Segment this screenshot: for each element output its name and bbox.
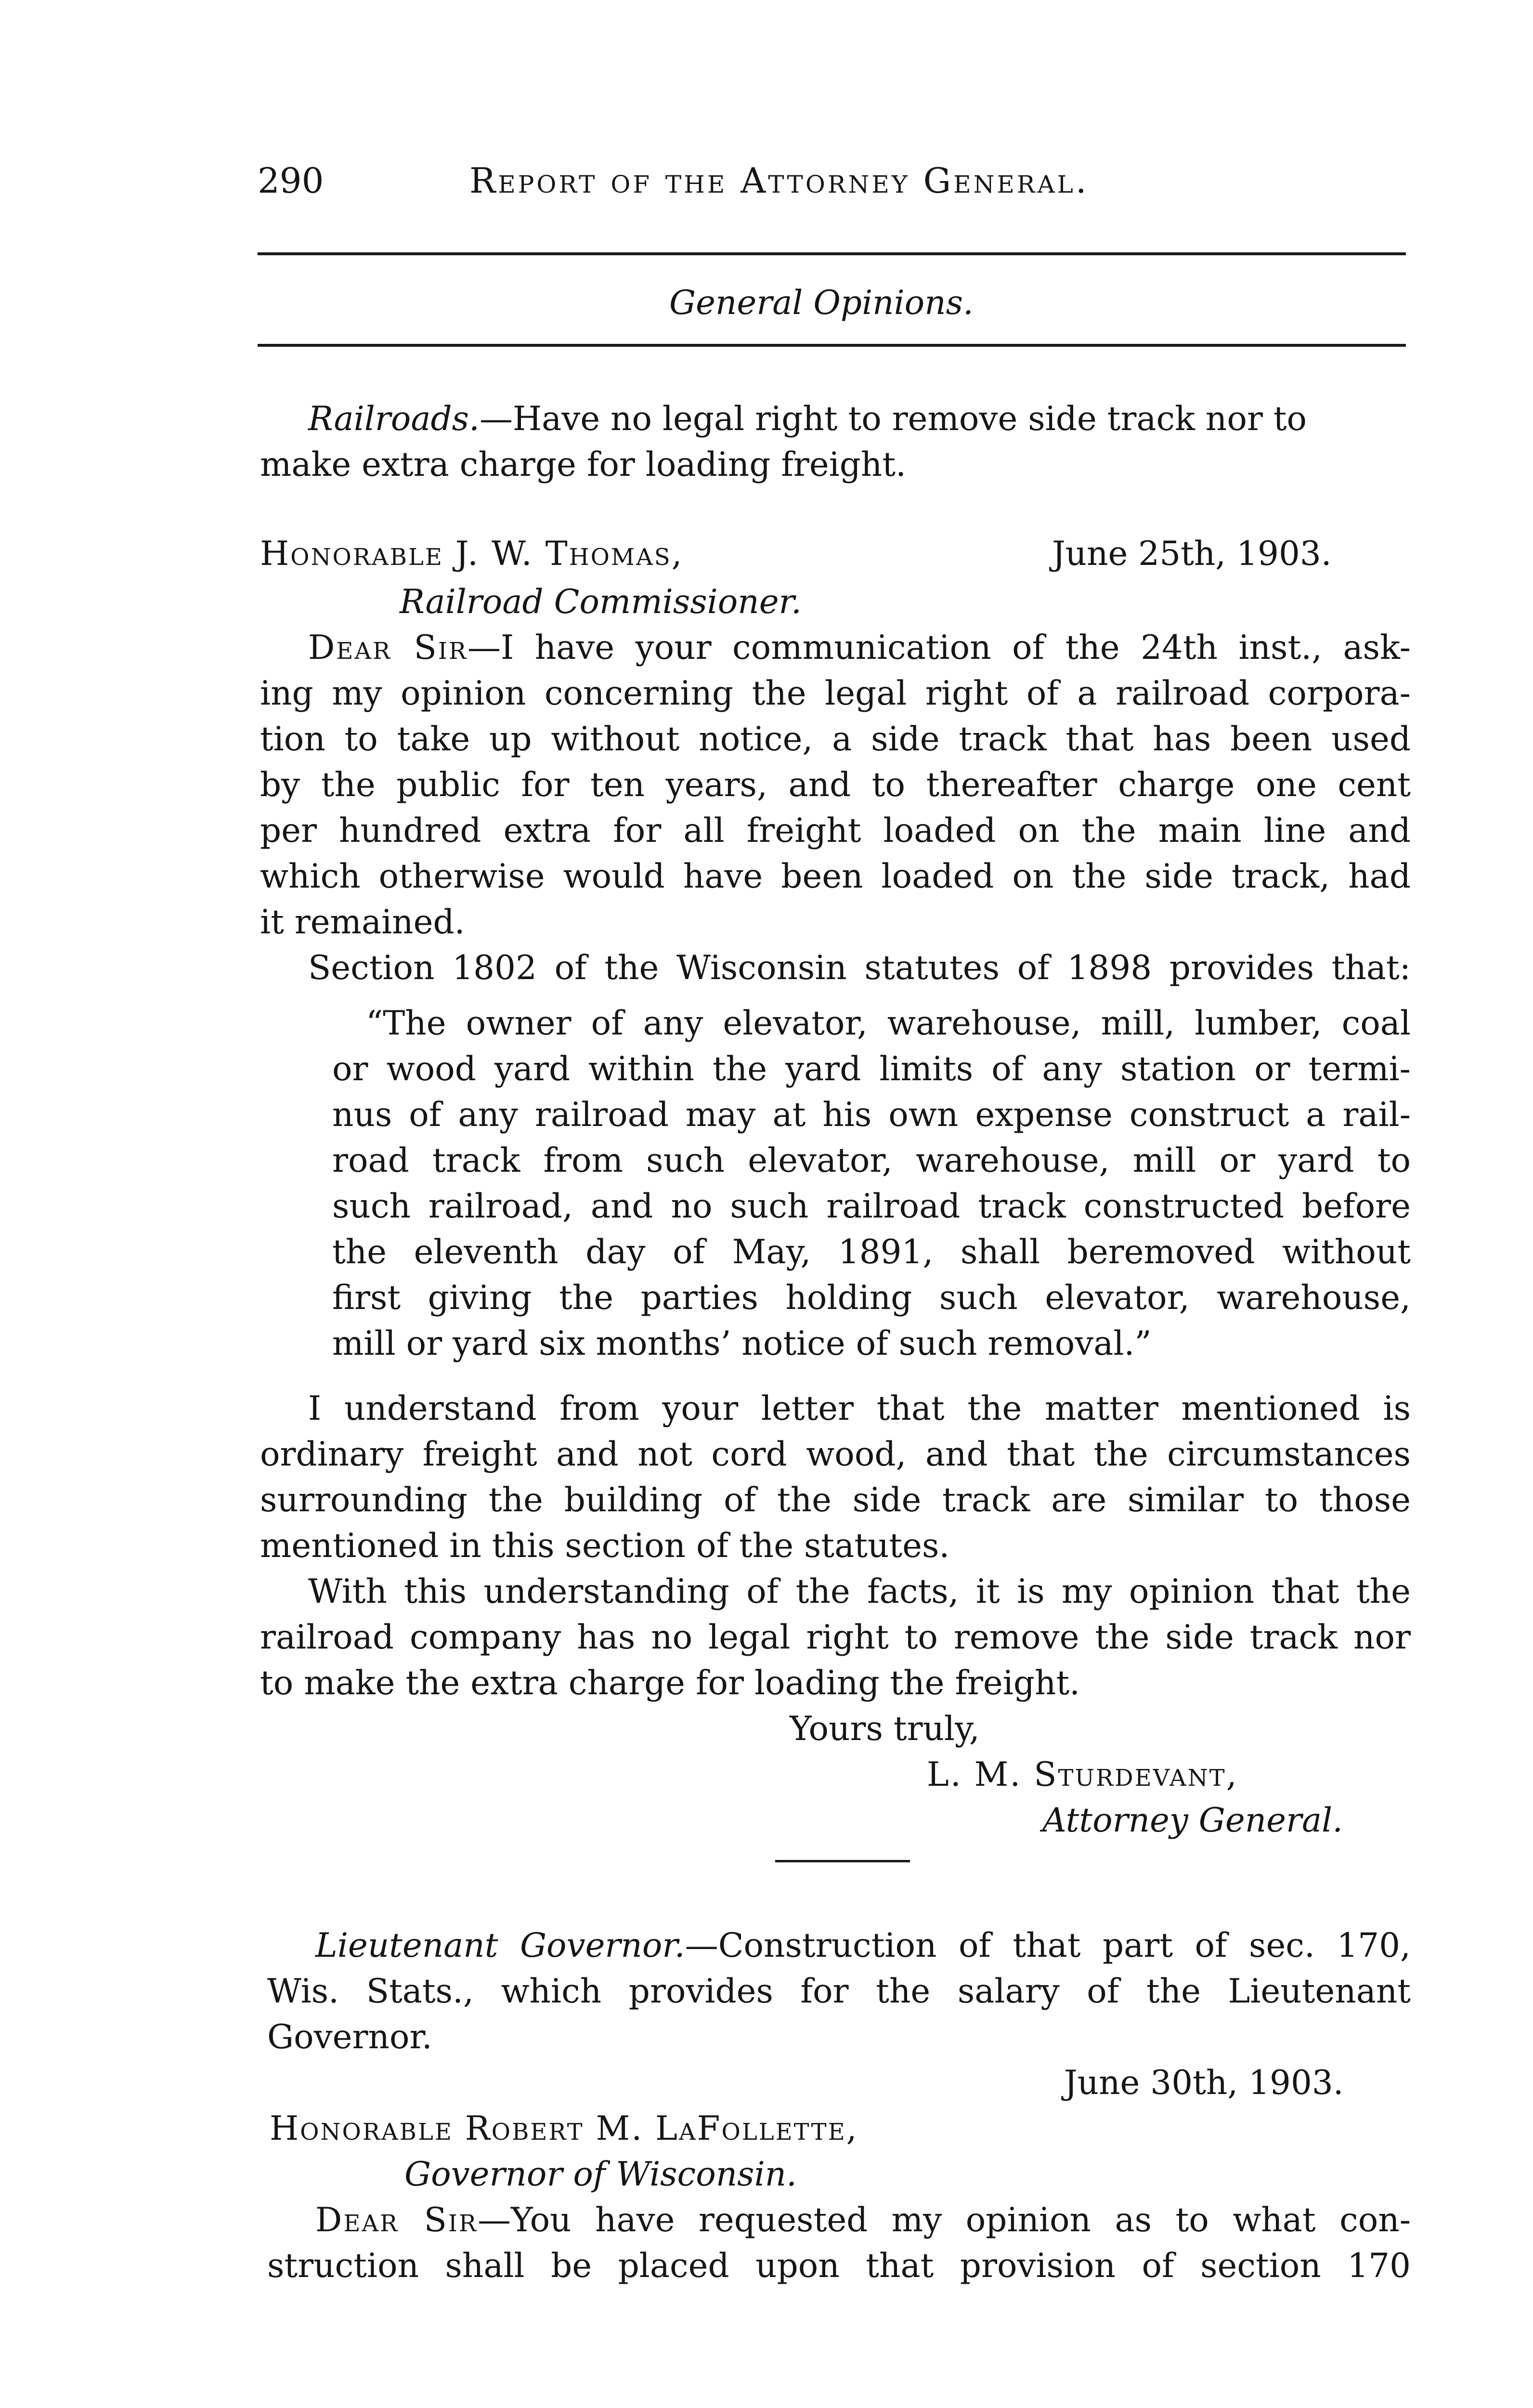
statute-quote-line: road track from such elevator, warehouse, mill or yard to — [332, 1141, 1411, 1180]
opinion1-headnote-text: —Have no legal right to remove side track nor to — [479, 400, 1307, 438]
statute-quote-line: nus of any railroad may at his own expense construct a rail- — [332, 1096, 1411, 1134]
opinion2-headnote-line3: Governor. — [267, 2018, 432, 2056]
statute-quote-line: or wood yard within the yard limits of any station or termi- — [332, 1050, 1411, 1088]
opinion1-signer-title: Attorney General. — [1042, 1801, 1343, 1840]
opinion1-date: June 25th, 1903. — [1052, 535, 1332, 573]
opinion1-body-line: which otherwise would have been loaded on the side track, had — [260, 857, 1411, 896]
opinion1-headnote-line2: make extra charge for loading freight. — [260, 445, 907, 484]
opinion1-body-line: it remained. — [260, 903, 465, 942]
opinion2-salutation-name: Honorable Robert M. LaFollette, — [270, 2109, 858, 2148]
section-title: General Opinions. — [669, 284, 974, 322]
opinion1-addressee-title: Railroad Commissioner. — [400, 583, 802, 621]
opinion1-body-line: by the public for ten years, and to thereafter charge one cent — [260, 766, 1411, 804]
opinion1-body-line: ing my opinion concerning the legal right of a railroad corpora- — [260, 674, 1411, 713]
statute-quote-line: the eleventh day of May, 1891, shall beremoved without — [332, 1233, 1411, 1271]
opinion1-body-line: With this understanding of the facts, it is my opinion that the — [308, 1572, 1411, 1611]
opinion1-body-line: surrounding the building of the side track are similar to those — [260, 1481, 1411, 1519]
opinion1-dear-sir: Dear Sir — [308, 628, 468, 667]
opinion1-salutation-name: Honorable J. W. Thomas, — [260, 535, 684, 573]
opinion2-headnote-subject: Lieutenant Governor. — [315, 1926, 685, 1965]
opinion1-body-line: I understand from your letter that the matter mentioned is — [308, 1389, 1411, 1428]
opinion1-body-line: tion to take up without notice, a side track that has been used — [260, 720, 1411, 759]
opinion2-addressee-title: Governor of Wisconsin. — [404, 2155, 797, 2194]
header-rule-bottom — [258, 344, 1406, 347]
running-title: Report of the Attorney General. — [469, 160, 1089, 201]
opinion1-body-line: ordinary freight and not cord wood, and that the circumstances — [260, 1435, 1411, 1474]
opinion1-body-line: to make the extra charge for loading the freight. — [260, 1664, 1080, 1702]
statute-quote-line: mill or yard six months’ notice of such removal.” — [332, 1324, 1152, 1363]
header-rule-top — [258, 252, 1406, 255]
opinion1-body-line: per hundred extra for all freight loaded on the main line and — [260, 811, 1411, 850]
statute-quote-line: “The owner of any elevator, warehouse, mill, lumber, coal — [366, 1004, 1411, 1043]
opinion2-dear-sir: Dear Sir — [315, 2201, 478, 2239]
page-number: 290 — [258, 160, 324, 201]
opinion1-closing: Yours truly, — [790, 1710, 980, 1748]
opinion1-body-line: mentioned in this section of the statutes. — [260, 1527, 950, 1565]
opinion1-headnote-subject: Railroads. — [308, 400, 480, 438]
opinion1-body-line: railroad company has no legal right to remove the side track nor — [260, 1618, 1411, 1657]
opinion2-body-line: struction shall be placed upon that provision of section 170 — [267, 2247, 1411, 2285]
opinion1-headnote-line1 — [308, 397, 1411, 441]
opinion1-body-line: Section 1802 of the Wisconsin statutes of 1898 provides that: — [308, 949, 1411, 987]
opinion2-body-line: Dear Sir—You have requested my opinion as to what con- — [315, 2201, 1411, 2239]
opinion1-signer-name: L. M. Sturdevant, — [927, 1755, 1238, 1794]
statute-quote-line: first giving the parties holding such elevator, warehouse, — [332, 1279, 1411, 1317]
section-divider — [775, 1860, 910, 1862]
opinion2-headnote-line1: Lieutenant Governor.—Construction of that part of sec. 170, — [315, 1926, 1411, 1965]
opinion2-date: June 30th, 1903. — [1064, 2064, 1344, 2102]
opinion2-headnote-line2: Wis. Stats., which provides for the salary of the Lieutenant — [267, 1972, 1411, 2011]
statute-quote-line: such railroad, and no such railroad track constructed before — [332, 1187, 1411, 1226]
opinion1-body-line: Dear Sir—I have your communication of the 24th inst., ask- — [308, 628, 1411, 667]
